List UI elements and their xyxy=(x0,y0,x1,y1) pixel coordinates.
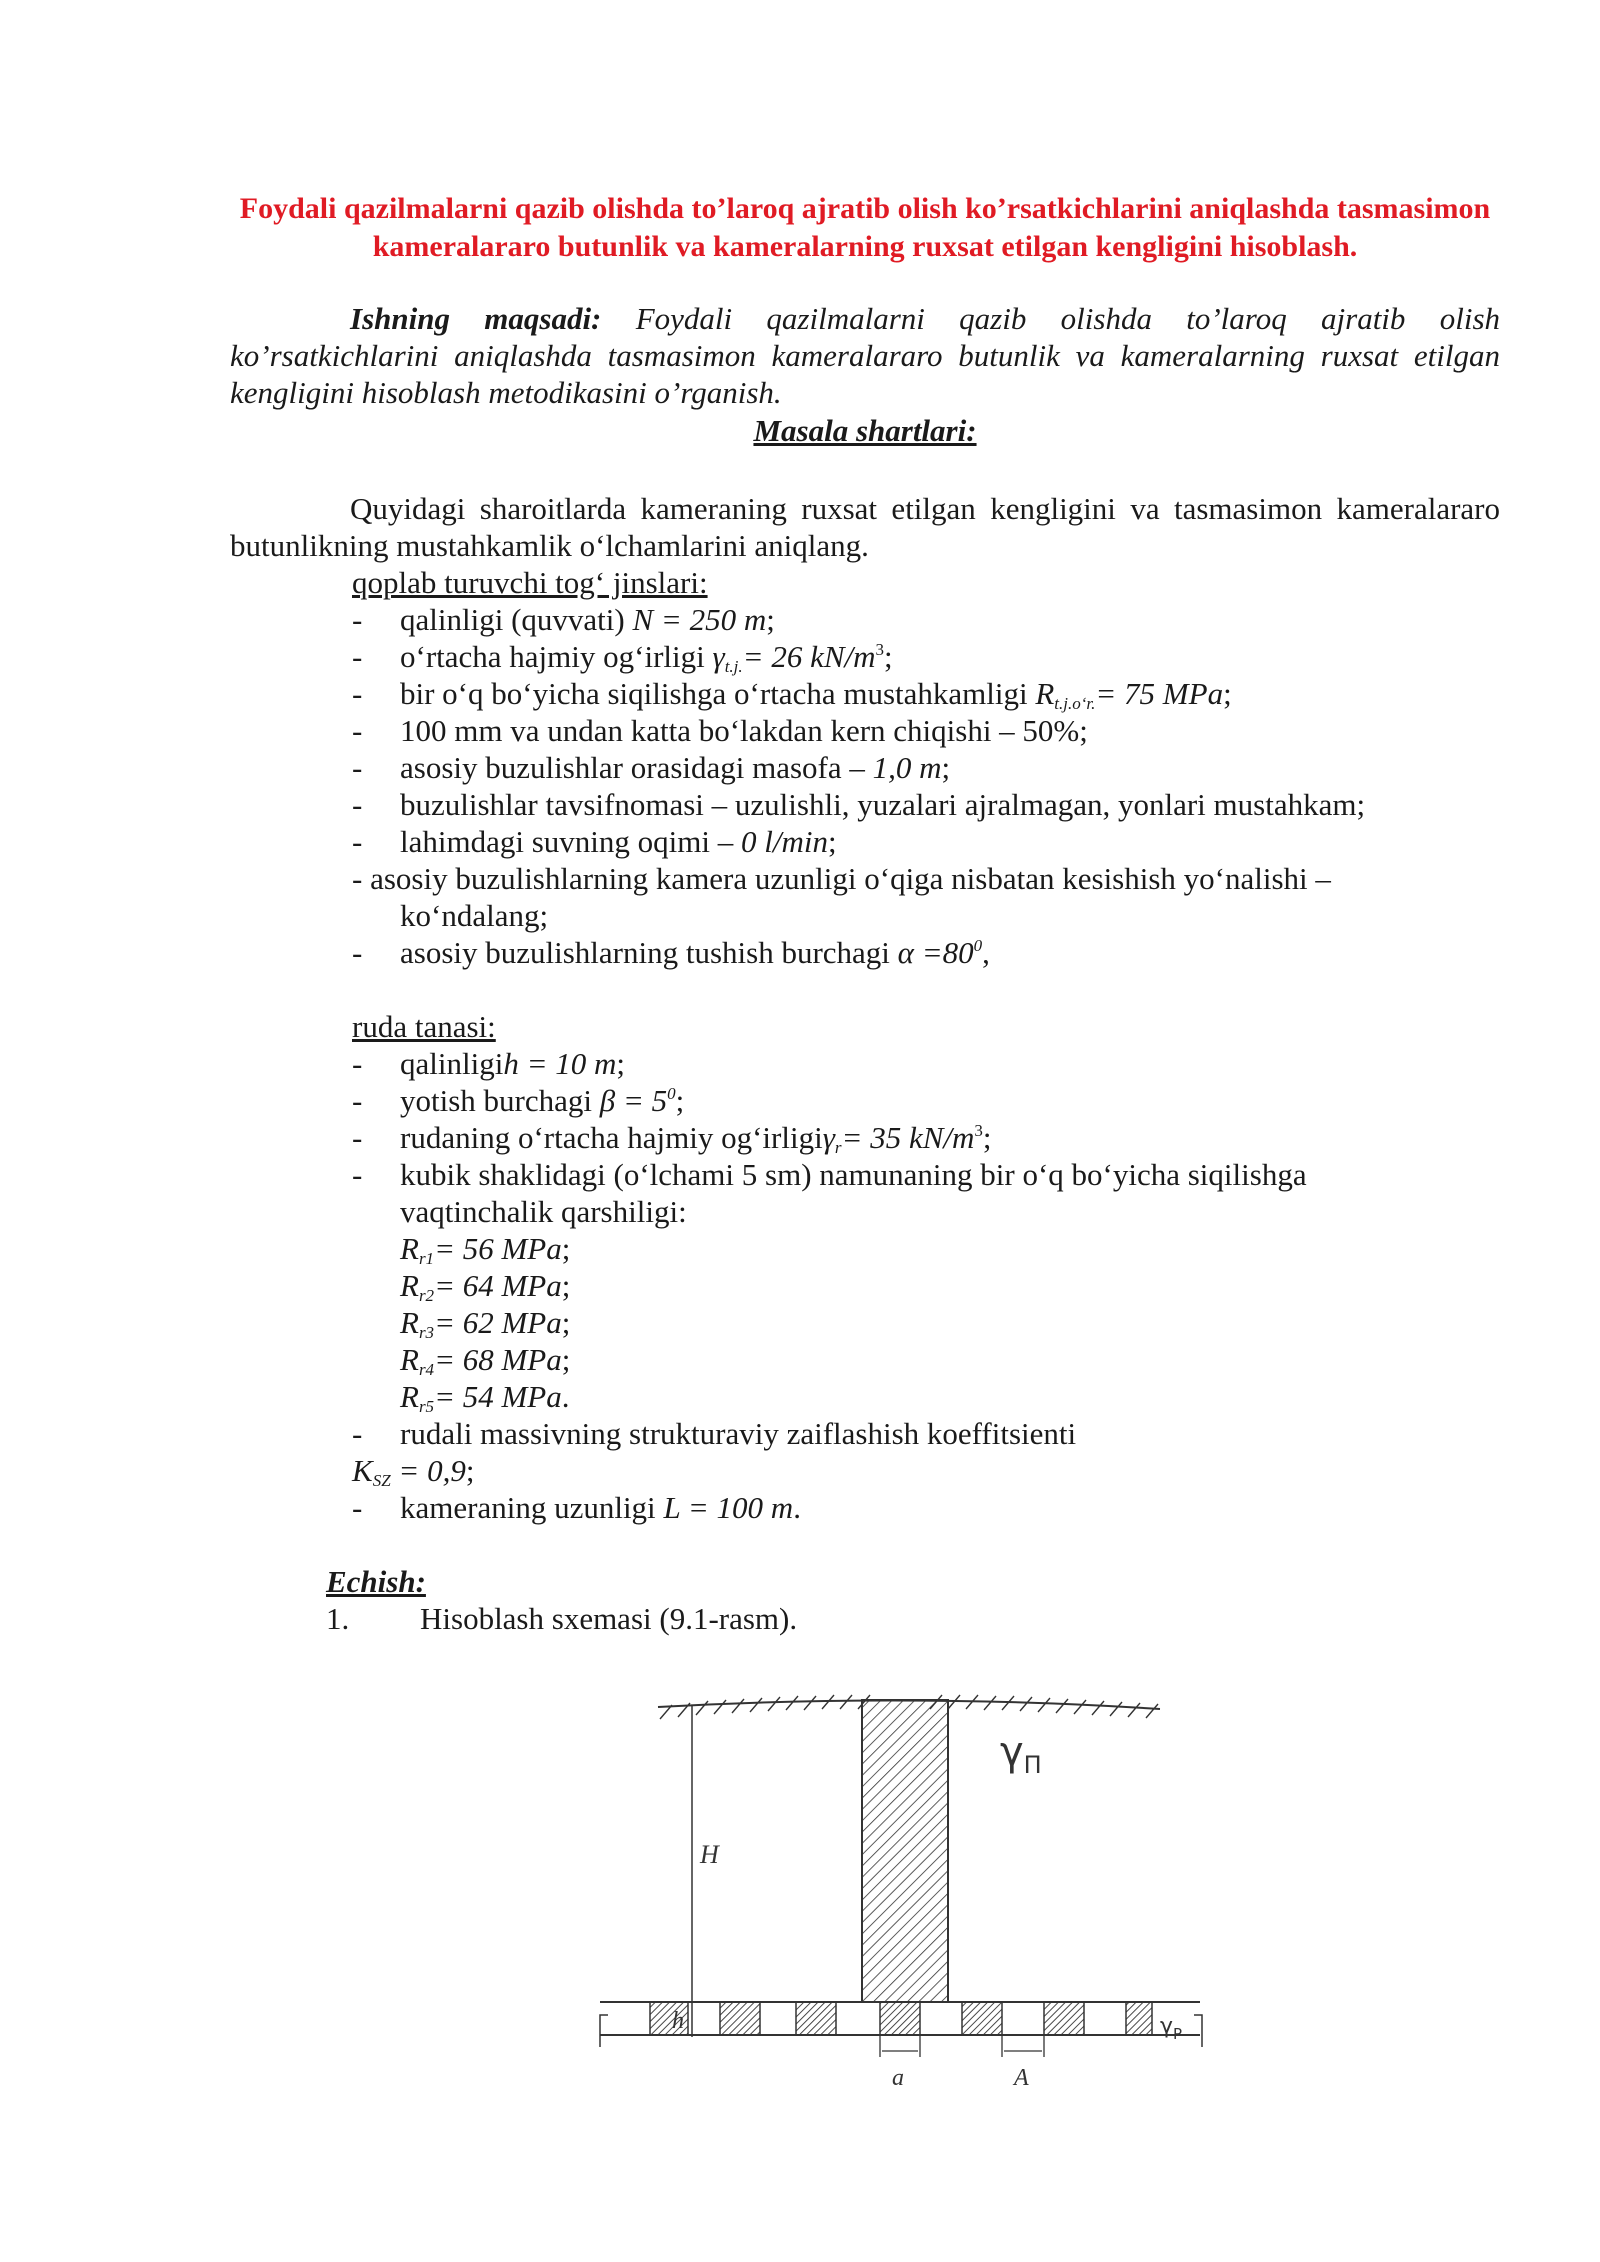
A-label: A xyxy=(1014,2065,1029,2091)
conditions-heading-row xyxy=(230,412,1500,449)
H-label: H xyxy=(700,1840,719,1869)
h-label: h xyxy=(672,2008,684,2034)
strength-r4: $R_{r4}= 68$ MPa; xyxy=(400,1342,571,1379)
strength-r1: $R_{r1}= 56$ MPa; xyxy=(400,1231,571,1268)
ore-pillars xyxy=(650,2002,1152,2035)
a-label: a xyxy=(892,2065,904,2091)
solution-heading: Echish: xyxy=(326,1564,426,1599)
conditions-heading: Masala shartlari: xyxy=(753,413,977,448)
document-title: Foydali qazilmalarni qazib olishda to’laroq ajratib olish ko’rsatkichlarini aniqlashda tasmasimon kameralararo butunlik va kameralarning ruxsat etilgan kengligini hisoblash. xyxy=(239,192,1491,263)
aim-label: Ishning maqsadi: xyxy=(350,301,602,336)
strength-r5: $R_{r5}= 54$ MPa. xyxy=(400,1379,570,1416)
ksz-value: $K_{SZ} = 0,9$; xyxy=(352,1453,475,1490)
aim-text: Foydali qazilmalarni qazib olishda to’laroq ajratib olish ko’rsatkichlarini aniqlashda tasmasimon kameralararo butunlik va kameralarning ruxsat etilgan kengligini hisoblash metodikasini o’rganish. xyxy=(230,301,1501,410)
gamma-overburden-label: $\gamma_П$ xyxy=(1000,1729,1042,1779)
strength-r2: $R_{r2}= 64$ MPa; xyxy=(400,1268,571,1305)
solution-step-number: 1. xyxy=(326,1601,350,1636)
solution-step-text: Hisoblash sxemasi (9.1-rasm). xyxy=(420,1601,798,1636)
strength-r3: $R_{r3}= 62$ MPa; xyxy=(400,1305,571,1342)
calculation-scheme-diagram xyxy=(590,1685,1230,2105)
pillar-column xyxy=(862,1700,948,2002)
right-bracket xyxy=(1194,2015,1202,2047)
intro-paragraph: Quyidagi sharoitlarda kameraning ruxsat etilgan kengligini va tasmasimon kameralararo butunlikning mustahkamlik o‘lchamlarini aniqlang. xyxy=(230,491,1500,563)
host-rock-item: - asosiy buzulishlarning kamera uzunligi o‘qiga nisbatan kesishish yo‘nalishi – xyxy=(352,861,1331,896)
ore-heading: ruda tanasi: xyxy=(352,1009,496,1044)
host-rock-item-cont: ko‘ndalang; xyxy=(400,898,549,933)
gamma-ore-label: $\gamma_P$ xyxy=(1160,2014,1183,2043)
left-bracket xyxy=(600,2015,608,2047)
host-rock-heading: qoplab turuvchi tog‘ jinslari: xyxy=(352,565,708,600)
document-page: Foydali qazilmalarni qazib olishda to’laroq ajratib olish ko’rsatkichlarini aniqlashda tasmasimon kameralararo butunlik va kameralarning ruxsat etilgan kengligini hisoblash. Ishning maqsadi: Foydali qazilmalarni qazib olishda to’laroq ajratib olish ko’rsatkichlarini aniqlashda tasmasimon kameralararo butunlik va kameralarning ruxsat etilgan kengligini hisoblash metodikasini o’rganish. Masala shartlari: Quyidagi sharoitlarda kameraning ruxsat etilgan kengligini va tasmasimon kameralararo butunlikning mustahkamlik o‘lchamlarini aniqlang. qoplab turuvchi tog‘ jinslari: - qalinligi (quvvati) N = 250 m; - o‘rtacha hajmiy og‘irligi $\gamma_{t.j.}= 26$ $kN/m^3$; - bir o‘q bo‘yicha siqilishga o‘rtacha mustahkamligi $R_{t.j.o‘r.}= 75$ MPa; - 100 mm va undan katta bo‘lakdan kern chiqishi – 50%; - asosiy buzulishlar orasidagi masofa – 1,0 m; - buzulishlar tavsifnomasi – uzulishli, yuzalari ajralmagan, yonlari mustahkam; - lahimdagi suvning oqimi – 0 l/min; - asosiy buzulishlarning kamera uzunligi o‘qiga nisbatan kesishish yo‘nalishi – ko‘ndalang; - asosiy buzulishlarning tushish burchagi $\alpha =80^0$, ruda tanasi: - qalinligih = 10 m; - yotish burchagi $\beta = 5^0$; - rudaning o‘rtacha hajmiy og‘irligiγ$_r$= 35 $kN/m^3$; - kubik shaklidagi (o‘lchami 5 sm) namunaning bir o‘q bo‘yicha siqilishga vaqtinchalik qarshiligi: $R_{r1}= 56$ MPa; $R_{r2}= 64$ MPa; $R_{r3}= 62$ MPa; $R_{r4}= 68$ MPa; $R_{r5}= 54$ MPa. - rudali massivning strukturaviy zaiflashish koeffitsienti $K_{SZ} = 0,9$; - kameraning uzunligi L = 100 m. Echish: 1. Hisoblash sxemasi (9.1-rasm). H $\gamma_П$ h $\gamma_P$ a A xyxy=(0,0,1600,2262)
ore-item-cont: vaqtinchalik qarshiligi: xyxy=(400,1194,687,1229)
aim-paragraph xyxy=(230,300,1500,411)
